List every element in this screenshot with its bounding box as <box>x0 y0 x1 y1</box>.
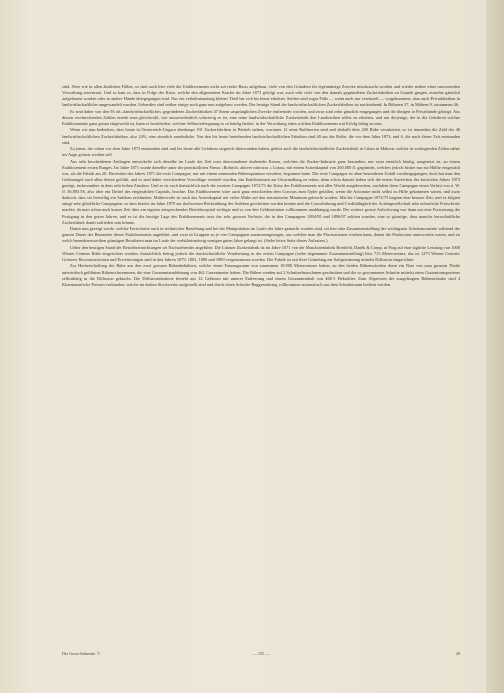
page-footer <box>62 651 460 659</box>
paragraph-5: Aus sehr bescheidenen Anfängen entwickelte sich dieselbe im Laufe der Zeit trotz überstandener drohender Krisen, welchen die Zucker-Industrie ganz besonders, nur zwar ziemlich häufig, ausgesetzt ist, zu einem Etablissement ersten Ranges. Im Jahre 1871 wurde dieselbe unter der protokollirten Firma: ›Rohrich‹ aktiver rubrozur « Littau« mit einem Actienkapital von 200.000 fl. gegründet, welches jedoch bisher nur zur Hälfte eingezahlt war, als die Fabrik am 20. December des Jahres 1871 die erste Campagne, nur mit einem minimalen Rübenquantum versehen, begonnen hatte. Die erste Campagne ist ohne besonderen Unfall vorübergegangen; doch hat man den Geldmangel nach allen Seiten gefühlt, und es sind daher verschiedene Vorschläge vereitelt worden, das Etablissement zur Umwandlung zu retten, denn schon damals haben sich die ersten Anzeichen des kritischen Jahres 1873 gezeigt, insbesondere in dem sehr hohen Zinsfuss. Und es ist auch thatsächlich nach der zweiten Campagne 1872/73 die Krise des Etablissements mit aller Wucht ausgebrochen, nachdem diese Campagne einen Verlust von ö. W. fl. 36.893.58, also über ein Drittel des eingezahlten Capitals, brachte. Das Etablissement wäre auch ganz entschieden dem Concurs zum Opfer gefallen, wenn die Actionäre nicht selbst zu Hilfe gekommen wären, und zwar dadurch, dass sie freiwillig ein Anlehen zeichneten. Mittlerweile ist auch das Actienkapital mit vieler Mühe auf den statutarische Minimum gebracht worden. Mit der Campagne 1874/75 begann eine bessere Zeit, und es folgten einige sehr glückliche Campagnen, so dass bereits im Jahre 1879 zur theilweisen Rückzahlung der Anlehen geschritten werden konnte und die Consolidirung und Creditfähigkeit der Actiengesellschaft sehr erfreuliche Fortschritte machte, da man schon nach kurzer Zeit über ein eigenes entsprechendes Betriebscapital verfügte und so von den Geldinstituten vollkommen unabhängig wurde. Der weitere grosse Aufschwung war dann nur eine Fortsetzung der Festigung in den guten Jahren, und es ist die heutige Lage des Etablissements trotz der sehr grossen Verluste, die in den Campagnen 1894/95 und 1896/97 erlitten wurden, eine so günstige, dass manche herrschaftliche Zuckerfabrik damit zufrieden sein könnte. <box>62 158 460 225</box>
footer-publication: Die Gross-Industrie. V. <box>62 651 101 656</box>
paragraph-1: sind. Aber wie in allen ähnlichen Fällen, so sind auch hier viele der Etablissements nicht auf realer Basis aufgebaut, viele von den Gründern für eigennützige Zwecke missbraucht worden und wieder andere einer unwissenden Verwaltung anvertraut. Und so kam es, dass in Folge der Krise, welche den allgemeinen Krache im Jahre 1873 gefolgt war, auch sehr viele von den damals gegründeten Zuckerfabriken zu Grunde gingen, einzelne gänzlich aufgelassen wurden oder in andere Hände übergegangen sind. Nur ein verhältnismässig kleiner Theil hat sich bis heute erhalten. Seither sind sogar Fälle — wenn auch nur vereinzelt — vorgekommen, dass auch Privatfabriken in landwirthschaftliche umgewandelt wurden. Ueberdies sind seither einige auch ganz neu aufgebaut worden. Der heutige Stand der landwirthschaftlichen Zuckerfabriken ist nachstehend: In Böhmen 37, in Mähren 9, zusammen 46. <box>62 84 460 108</box>
text-column <box>62 84 460 288</box>
paragraph-4: Zu jenen, die schon vor dem Jahre 1873 entstanden sind und bis heute alle Gefahren siegreich überwunden haben, gehört auch die landwirthschaftliche Zuckerfabrik in Littau in Mähren, welche in vorliegenden Zeilen näher ins Auge gefasst werden soll. <box>62 146 460 158</box>
signature-mark: 20 <box>455 651 460 656</box>
paragraph-7: Ueber den heutigen Stand der Betriebseinrichtungen sei Nachstehendes angeführt: Die Littauer Zuckerfabrik ist im Jahre 1871 von der Maschinenfabrik Breitfeld, Daněk & Comp. in Prag auf eine tägliche Leistung von 1000 Wiener Centner Rübe eingerichtet worden; thatsächlich betrug jedoch die durchschnittliche Verarbeitung in der ersten Campagne (siehe obgenannte Zusammenstellung) blos 715 Metercentner, das ist 1275 Wiener Centner. Grössere Reconstructionen und Erweiterungen sind in den Jahren 1879, 1882, 1886 und 1890 vorgenommen worden. Die Fabrik ist seit ihrer Gründung zur Saftgewinnung mittelst Diffusion eingerichtet. <box>62 244 460 262</box>
paragraph-8: Zur Herbeischaffung der Rübe aus den zwei grossen Rübenbehältern, welche einen Fassungsraum von zusammen 18.800 Metercentner haben, zu den beiden Rübenwäschen dient ein Netz von zum grossen Theile unterirdisch geführten Rübenschwemmen, die eine Gesammtausdehnung von 462 Currentmeter haben. Die Rüben werden auf 2 Schnitzelmaschinen geschnitten und die so gewonnenen Schnitte mittelst eines Gurtentransporteurs selbstthätig in die Diffusion gebracht. Die Diffusionsbatterie besteht aus 12 Gefässen mit unterer Entleerung und einem Gesammtinhalt von 468·5 Hektoliter. Zum Abpressen der ausgelaugten Rübenschnitte sind 4 Klusemann'sche Pressen vorhanden, welche im dritten Stockwerke aufgestellt sind und durch einen Schnitte-Baggerzubring vollkommen automatisch aus dem Schnitteraum bedient werden. <box>62 263 460 287</box>
paragraph-6: Damit nun gezeigt werde, welche Fortschritte auch in technischer Beziehung und bei der Manipulation im Laufe der Jahre gemacht worden sind, sei hier eine Zusammenstellung der wichtigsten Arbeitsmomente während der ganzen Dauer des Bestandes dieses Etablissements angeführt, und zwar in Gruppen zu je vier Campagnen zusammengezogen, aus welcher man die Fluctuationen ersehen kann, denen die Production unterworfen waren, und zu welch bemerkenswerthen günstigen Resultaten man im Laufe der verhältnismässig wenigen guten Jahre gelangt ist. (Siehe letzte Seite dieses Aufsatzes.) <box>62 226 460 244</box>
paragraph-2: Es sind daher von den 93 als «landwirthschaftliche» gegründeten Zuckerfabriken 47 ihrem ursprünglichen Zwecke entfremdet worden, und zwar sind zehn gänzlich eingegangen und die übrigen in Privathände gelangt. Aus diesen erschreckenden Zahlen ersieht man gleichwohl, wie ausserordentlich schwierig es ist, eine reine landwirthschaftliche Zuckerfabrik den Landwirthen selbst zu erhalten, und nur derjenige, der in die Gebahren solcher Etablissements ganz genau eingeweiht ist, kann es beurtheilen, welcher Selbstverleugnung es so häufig bedarf, in der Verwaltung eines solchen Etablissements mit Erfolg thätig zu sein. <box>62 108 460 126</box>
page-number: — 155 — <box>252 651 270 656</box>
paragraph-3: Wenn wir nun bedenken, dass heute in Oesterreich-Ungarn überhaupt 191 Zuckerfabriken in Betrieb stehen, worunter 12 reine Raffinerien sind und deshalb über 200 Rübe verarbeiten, so ist immerhin die Zahl der 46 landwirthschaftlichen Zuckerfabriken, also 24%, eine ziemlich ansehnliche. Von den bis heute bestehenden landwirthschaftlichen Fabriken sind 40 aus der Reihe, die vor dem Jahre 1873, und 6, die nach dieser Zeit entstanden sind. <box>62 127 460 145</box>
page-gutter <box>486 0 504 693</box>
